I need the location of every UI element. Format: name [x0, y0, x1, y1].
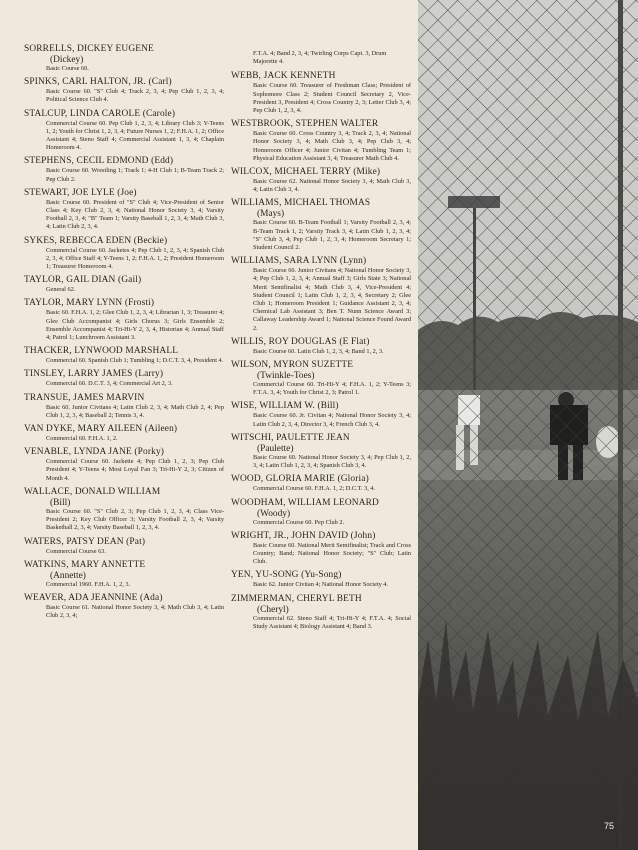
senior-entry — [231, 167, 411, 194]
senior-activities: Basic Course 60. Jr. Civitan 4; National Honor Society 3, 4; Latin Club 2, 3, 4, Director 3, 4; French Club 3, 4. — [253, 412, 411, 428]
senior-activities: Commercial 60. Spanish Club 1; Tumbling 1; D.C.T. 3, 4, President 4. — [46, 357, 224, 365]
senior-entry — [24, 188, 224, 232]
senior-nickname: (Mays) — [257, 209, 285, 220]
senior-entry — [24, 393, 224, 420]
senior-activities: Commercial 1960. F.H.A. 1, 2, 3. — [46, 580, 131, 588]
senior-entry — [24, 156, 224, 183]
senior-name: WOODHAM, WILLIAM LEONARD — [231, 497, 379, 508]
senior-activities: Basic Course 60. — [46, 65, 89, 72]
senior-nickname: (Twinkle-Toes) — [257, 371, 315, 382]
senior-activities: Basic Course 61. National Honor Society 3, 4; Math Club 3, 4; Latin Club 2, 3, 4; — [46, 603, 224, 620]
senior-name: VENABLE, LYNDA JANE (Porky) — [24, 447, 165, 458]
senior-activities: Basic Course 60. President of "S" Club 4; Vice-President of Senior Class 4; Key Club 2, 3, 4; National Honor Society 3, 4; Varsity Football 2, 3, 4; "B" Team 1; Varsity Baseball 1, 2, 3, 4; Math Club 3, 4; Latin Club 2, 3, 4. — [46, 198, 224, 231]
senior-name: WRIGHT, JR., JOHN DAVID (John) — [231, 530, 376, 541]
baseball-photo — [418, 0, 638, 850]
senior-name: WILLIAMS, SARA LYNN (Lynn) — [231, 256, 367, 267]
senior-name: WATERS, PATSY DEAN (Pat) — [24, 536, 146, 547]
senior-activities: Commercial 60. F.H.A. 1, 2. — [46, 435, 118, 443]
senior-activities: Basic 62. Junior Civitan 4; National Honor Society 4. — [253, 581, 389, 589]
senior-nickname: (Dickey) — [50, 55, 84, 65]
senior-name: TINSLEY, LARRY JAMES (Larry) — [24, 369, 164, 380]
senior-activities: Basic Course 60. B-Team Football 1; Varsity Football 2, 3, 4; B-Team Track 1, 2; Varsity Track 3, 4; Latin Club 1, 2, 3, 4; "S" Club 3, 4; Pep Club 1, 2, 3, 4; Homeroom Secretary 1; Student Council 2. — [253, 219, 411, 252]
senior-entry — [231, 337, 411, 356]
senior-name: SYKES, REBECCA EDEN (Beckie) — [24, 235, 168, 246]
senior-entry — [231, 401, 411, 428]
senior-activities: Basic 60. Junior Civitans 4; Latin Club 2, 3, 4; Math Club 2, 4; Pep Club 1, 2, 3, 4; Baseball 2; Tennis 3, 4. — [46, 403, 224, 419]
senior-name: WILSON, MYRON SUZETTE — [231, 360, 354, 371]
senior-activities: Basic Course 60. National Merit Semifinalist; Track and Cross Country; Band; National Honor Society; "S" Club; Latin Club. — [253, 541, 411, 566]
senior-entry — [24, 369, 224, 388]
senior-activities: Basic 60. F.H.A. 1, 2; Glee Club 1, 2, 3, 4; Librarian 1, 3; Treasurer 4; Glee Club Accompanist 4; Girls Chorus 3; Girls Ensemble 2; Ensemble Accompanist 4; Tri-Hi-Y 2, 3, 4, Historian 4; Annual Staff 4; Patrol 1; Lunchroom Assistant 3. — [46, 309, 224, 342]
senior-activities: Basic Course 60. National Honor Society 3, 4; Pep Club 1, 2, 3, 4; Latin Club 1, 2, 3, 4; Spanish Club 3, 4. — [253, 453, 411, 470]
senior-activities: Commercial Course 60. Pep Club 2. — [253, 518, 345, 526]
senior-name: STEPHENS, CECIL EDMOND (Edd) — [24, 156, 174, 167]
senior-entry — [24, 447, 224, 483]
senior-activities: Commercial Course 60. Tri-Hi-Y 4; F.H.A. 1, 2; Y-Teens 3; F.T.A. 3, 4; Youth for Christ 2, 3; Patrol 1. — [253, 381, 411, 397]
senior-nickname: (Annette) — [50, 570, 86, 581]
senior-activities: Basic Course 60. "S" Club 4; Track 2, 3, 4; Pep Club 1, 2, 3, 4; Political Science Club 4. — [46, 88, 224, 104]
senior-entry — [24, 109, 224, 153]
senior-entry — [231, 433, 411, 470]
senior-activities: Basic Course 62. National Honor Society 3, 4; Math Club 3, 4; Latin Club 3, 4. — [253, 178, 411, 194]
senior-entry — [231, 119, 411, 163]
senior-name: STEWART, JOE LYLE (Joe) — [24, 187, 137, 198]
senior-name: WESTBROOK, STEPHEN WALTER — [231, 119, 379, 130]
senior-nickname: (Paulette) — [257, 443, 294, 454]
continued-entry-text: F.T.A. 4; Band 2, 3, 4; Twirling Corps Capt. 3, Drum Majorette 4. — [253, 50, 387, 66]
senior-name: WILCOX, MICHAEL TERRY (Mike) — [231, 167, 381, 178]
senior-name: WEBB, JACK KENNETH — [231, 71, 336, 82]
senior-entry — [24, 77, 224, 104]
senior-entry — [24, 593, 224, 620]
senior-activities: Basic Course 60. "S" Club 2, 3; Pep Club 1, 2, 3, 4; Class Vice-President 2; Key Club Officer 3; Varsity Football 2, 3, 4; Varsity Basketball 2, 3, 4; Varsity Baseball 1, 2, 3, 4. — [46, 507, 224, 532]
senior-name: WOOD, GLORIA MARIE (Gloria) — [231, 474, 369, 485]
senior-name: STALCUP, LINDA CAROLE (Carole) — [24, 108, 176, 119]
senior-name: WEAVER, ADA JEANNINE (Ada) — [24, 592, 163, 603]
senior-name: WILLIS, ROY DOUGLAS (E Flat) — [231, 336, 370, 347]
senior-entry — [24, 275, 224, 294]
senior-name: TRANSUE, JAMES MARVIN — [24, 392, 145, 403]
page-number: 75 — [604, 821, 615, 831]
senior-entry — [24, 424, 224, 443]
senior-activities: Basic Course 60. Cross Country 3, 4; Track 2, 3, 4; National Honor Society 3, 4; Math Club 3, 4; Pep Club 3, 4; Homeroom Officer 4; Junior Civitan 4; Tumbling Team 1; Physical Education Assistant 3, 4; Treasurer Math Club 4. — [253, 130, 411, 162]
senior-entry — [24, 560, 224, 589]
senior-entry — [24, 487, 224, 533]
senior-activities: Basic Course 60. Latin Club 1, 2, 3, 4; Band 1, 2, 3. — [253, 347, 384, 355]
senior-entry — [231, 594, 411, 631]
senior-name: THACKER, LYNWOOD MARSHALL — [24, 346, 179, 357]
senior-name: SORRELLS, DICKEY EUGENE — [24, 44, 154, 54]
senior-entry — [231, 498, 411, 527]
senior-activities: Commercial 62. Steno Staff 4; Tri-Hi-Y 4; F.T.A. 4; Social Study Assistant 4; Biology Assistant 4; Band 3. — [253, 614, 411, 630]
senior-entry — [231, 198, 411, 252]
senior-nickname: (Woody) — [257, 508, 291, 519]
senior-nickname: (Bill) — [50, 497, 71, 508]
senior-entry — [24, 236, 224, 272]
senior-name: VAN DYKE, MARY AILEEN (Aileen) — [24, 424, 178, 435]
senior-activities: Commercial Course 60. Pep Club 1, 2, 3, 4; Library Club 3; Y-Teens 1, 2; Youth for Christ 1, 2, 3, 4; Future Nurses 1, 2; F.H.A. 1, 2; Office Assistant 4; Steno Staff 4; Commercial Assistant 1, 3, 4; Chaplain Homeroom 4. — [46, 119, 224, 152]
senior-name: TAYLOR, GAIL DIAN (Gail) — [24, 275, 142, 286]
left-column — [24, 44, 224, 624]
senior-name: WISE, WILLIAM W. (Bill) — [231, 401, 339, 412]
senior-activities: Basic Course 60. Junior Civitans 4; National Honor Society 3, 4; Pep Club 1, 2, 3, 4; Annual Staff 3; Girls State 3; National Merit Semifinalist 4; Math Club 3, 4, Vice-President 4; Student Council 1; Latin Club 1, 2, 3, 4, Secretary 2; Glee Club 1; Homeroom President 1; Guidance Assistant 2, 3, 4; Chemical Lab Assistant 3; Ben T. Nunn Science Award 3; Callaway Leadership Award 1; National Science Found Award 2. — [253, 267, 411, 332]
senior-activities: Commercial 60. D.C.T. 3, 4; Commercial Art 2, 3. — [46, 380, 173, 388]
senior-name: ZIMMERMAN, CHERYL BETH — [231, 593, 362, 604]
senior-entry — [24, 346, 224, 365]
senior-entry — [231, 570, 411, 589]
senior-entry — [231, 474, 411, 493]
senior-name: WATKINS, MARY ANNETTE — [24, 559, 146, 570]
senior-name: WALLACE, DONALD WILLIAM — [24, 486, 161, 497]
senior-entry — [24, 44, 224, 73]
senior-name: WILLIAMS, MICHAEL THOMAS — [231, 198, 371, 209]
senior-entry — [231, 360, 411, 397]
right-column — [231, 50, 411, 635]
senior-name: SPINKS, CARL HALTON, JR. (Carl) — [24, 77, 172, 88]
senior-activities: General 62. — [46, 286, 76, 294]
senior-entry — [231, 71, 411, 115]
senior-activities: Commercial Course 60. Jacketes 4; Pep Club 1, 2, 3, 4; Spanish Club 2, 3, 4; Office Staff 4; Y-Teens 1, 2; F.H.A. 1, 2; President Homeroom 1; Treasurer Homeroom 4. — [46, 246, 224, 271]
senior-entry — [24, 537, 224, 556]
senior-activities: Commercial Course 60. F.H.A. 1, 2; D.C.T. 3, 4. — [253, 485, 376, 493]
senior-activities: Basic Course 60. Wrestling 1; Track 1; 4-H Club 1; B-Team Track 2; Pep Club 2. — [46, 167, 224, 183]
senior-name: YEN, YU-SONG (Yu-Song) — [231, 570, 342, 581]
senior-nickname: (Cheryl) — [257, 604, 289, 615]
senior-name: TAYLOR, MARY LYNN (Frosti) — [24, 298, 155, 309]
senior-entry — [231, 531, 411, 567]
senior-entry — [24, 298, 224, 342]
senior-entry — [231, 256, 411, 333]
senior-activities: Commercial Course 63. — [46, 547, 106, 555]
senior-activities: Basic Course 60. Treasurer of Freshman Class; President of Sophomore Class 2; Student Council Secretary 2, Vice-President 3, President 4; Cross Country 2, 3; Letter Club 3, 4; Pep Club 1, 2, 3, 4. — [253, 82, 411, 115]
senior-name: WITSCHI, PAULETTE JEAN — [231, 432, 350, 443]
senior-activities: Commercial Course 60. Jackette 4; Pep Club 1, 2, 3; Pep Club President 4; Y-Teens 4; Most Loyal Fan 3; Tri-Hi-Y 2, 3; Citizen of Month 4. — [46, 458, 224, 482]
